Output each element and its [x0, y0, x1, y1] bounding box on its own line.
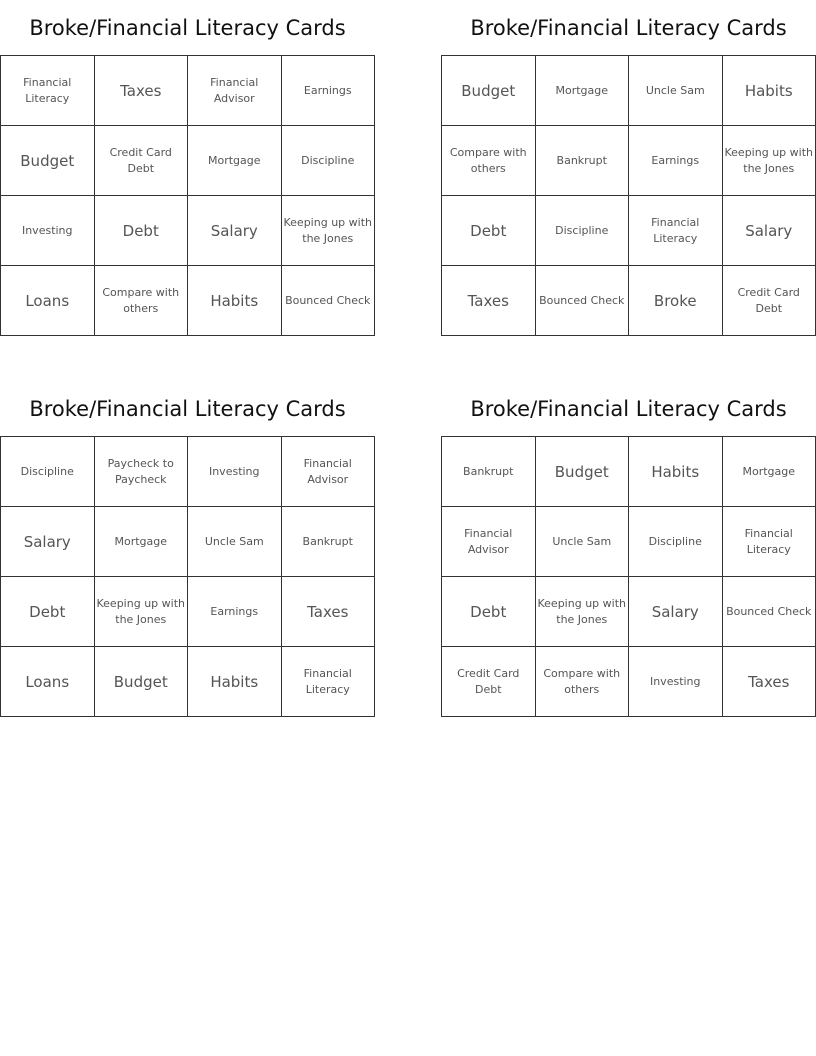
grid-cell: Financial Literacy [722, 507, 816, 577]
grid-cell: Mortgage [94, 507, 188, 577]
grid-cell: Budget [442, 56, 536, 126]
grid-cell: Debt [442, 577, 536, 647]
grid-cell: Salary [629, 577, 723, 647]
grid-cell: Habits [188, 266, 282, 336]
grid-cell: Salary [188, 196, 282, 266]
grid-row [1, 266, 375, 336]
grid-row [1, 507, 375, 577]
grid-cell: Earnings [188, 577, 282, 647]
grid-cell: Bounced Check [722, 577, 816, 647]
card-grid [441, 436, 816, 717]
grid-row [442, 196, 816, 266]
grid-cell: Loans [1, 647, 95, 717]
grid-row [1, 56, 375, 126]
grid-row [442, 437, 816, 507]
grid-row [442, 577, 816, 647]
grid-cell: Taxes [442, 266, 536, 336]
grid-cell: Financial Advisor [442, 507, 536, 577]
grid-cell: Debt [94, 196, 188, 266]
grid-row [442, 507, 816, 577]
grid-row [1, 577, 375, 647]
grid-cell: Bounced Check [535, 266, 629, 336]
grid-cell: Habits [722, 56, 816, 126]
grid-cell: Habits [188, 647, 282, 717]
grid-cell: Discipline [629, 507, 723, 577]
grid-cell: Compare with others [535, 647, 629, 717]
card-title: Broke/Financial Literacy Cards [470, 15, 787, 40]
grid-row [1, 437, 375, 507]
grid-cell: Uncle Sam [629, 56, 723, 126]
grid-row [442, 56, 816, 126]
grid-cell: Loans [1, 266, 95, 336]
grid-cell: Mortgage [535, 56, 629, 126]
grid-cell: Keeping up with the Jones [535, 577, 629, 647]
grid-cell: Credit Card Debt [94, 126, 188, 196]
grid-cell: Earnings [281, 56, 375, 126]
grid-cell: Budget [535, 437, 629, 507]
grid-cell: Uncle Sam [535, 507, 629, 577]
grid-cell: Debt [442, 196, 536, 266]
grid-cell: Paycheck to Paycheck [94, 437, 188, 507]
grid-cell: Credit Card Debt [722, 266, 816, 336]
grid-cell: Financial Advisor [281, 437, 375, 507]
grid-cell: Discipline [1, 437, 95, 507]
card-title: Broke/Financial Literacy Cards [29, 396, 346, 421]
grid-cell: Habits [629, 437, 723, 507]
grid-row [1, 126, 375, 196]
grid-cell: Financial Literacy [1, 56, 95, 126]
grid-cell: Broke [629, 266, 723, 336]
grid-cell: Discipline [281, 126, 375, 196]
grid-cell: Mortgage [722, 437, 816, 507]
grid-cell: Bankrupt [535, 126, 629, 196]
grid-row [1, 647, 375, 717]
grid-row [442, 266, 816, 336]
grid-cell: Keeping up with the Jones [281, 196, 375, 266]
card-grid [441, 55, 816, 336]
grid-cell: Investing [1, 196, 95, 266]
grid-cell: Compare with others [442, 126, 536, 196]
card-title: Broke/Financial Literacy Cards [29, 15, 346, 40]
grid-cell: Keeping up with the Jones [722, 126, 816, 196]
grid-cell: Taxes [281, 577, 375, 647]
card-grid [0, 436, 375, 717]
grid-cell: Salary [1, 507, 95, 577]
grid-row [442, 126, 816, 196]
grid-cell: Budget [94, 647, 188, 717]
grid-cell: Salary [722, 196, 816, 266]
grid-cell: Uncle Sam [188, 507, 282, 577]
grid-cell: Taxes [722, 647, 816, 717]
grid-cell: Earnings [629, 126, 723, 196]
grid-row [1, 196, 375, 266]
grid-cell: Taxes [94, 56, 188, 126]
grid-cell: Budget [1, 126, 95, 196]
grid-cell: Credit Card Debt [442, 647, 536, 717]
grid-cell: Investing [629, 647, 723, 717]
card-grid [0, 55, 375, 336]
grid-cell: Bankrupt [442, 437, 536, 507]
card-title: Broke/Financial Literacy Cards [470, 396, 787, 421]
grid-cell: Financial Literacy [629, 196, 723, 266]
grid-cell: Keeping up with the Jones [94, 577, 188, 647]
grid-cell: Financial Advisor [188, 56, 282, 126]
grid-cell: Mortgage [188, 126, 282, 196]
grid-row [442, 647, 816, 717]
grid-cell: Financial Literacy [281, 647, 375, 717]
grid-cell: Compare with others [94, 266, 188, 336]
grid-cell: Investing [188, 437, 282, 507]
grid-cell: Debt [1, 577, 95, 647]
grid-cell: Discipline [535, 196, 629, 266]
grid-cell: Bankrupt [281, 507, 375, 577]
grid-cell: Bounced Check [281, 266, 375, 336]
